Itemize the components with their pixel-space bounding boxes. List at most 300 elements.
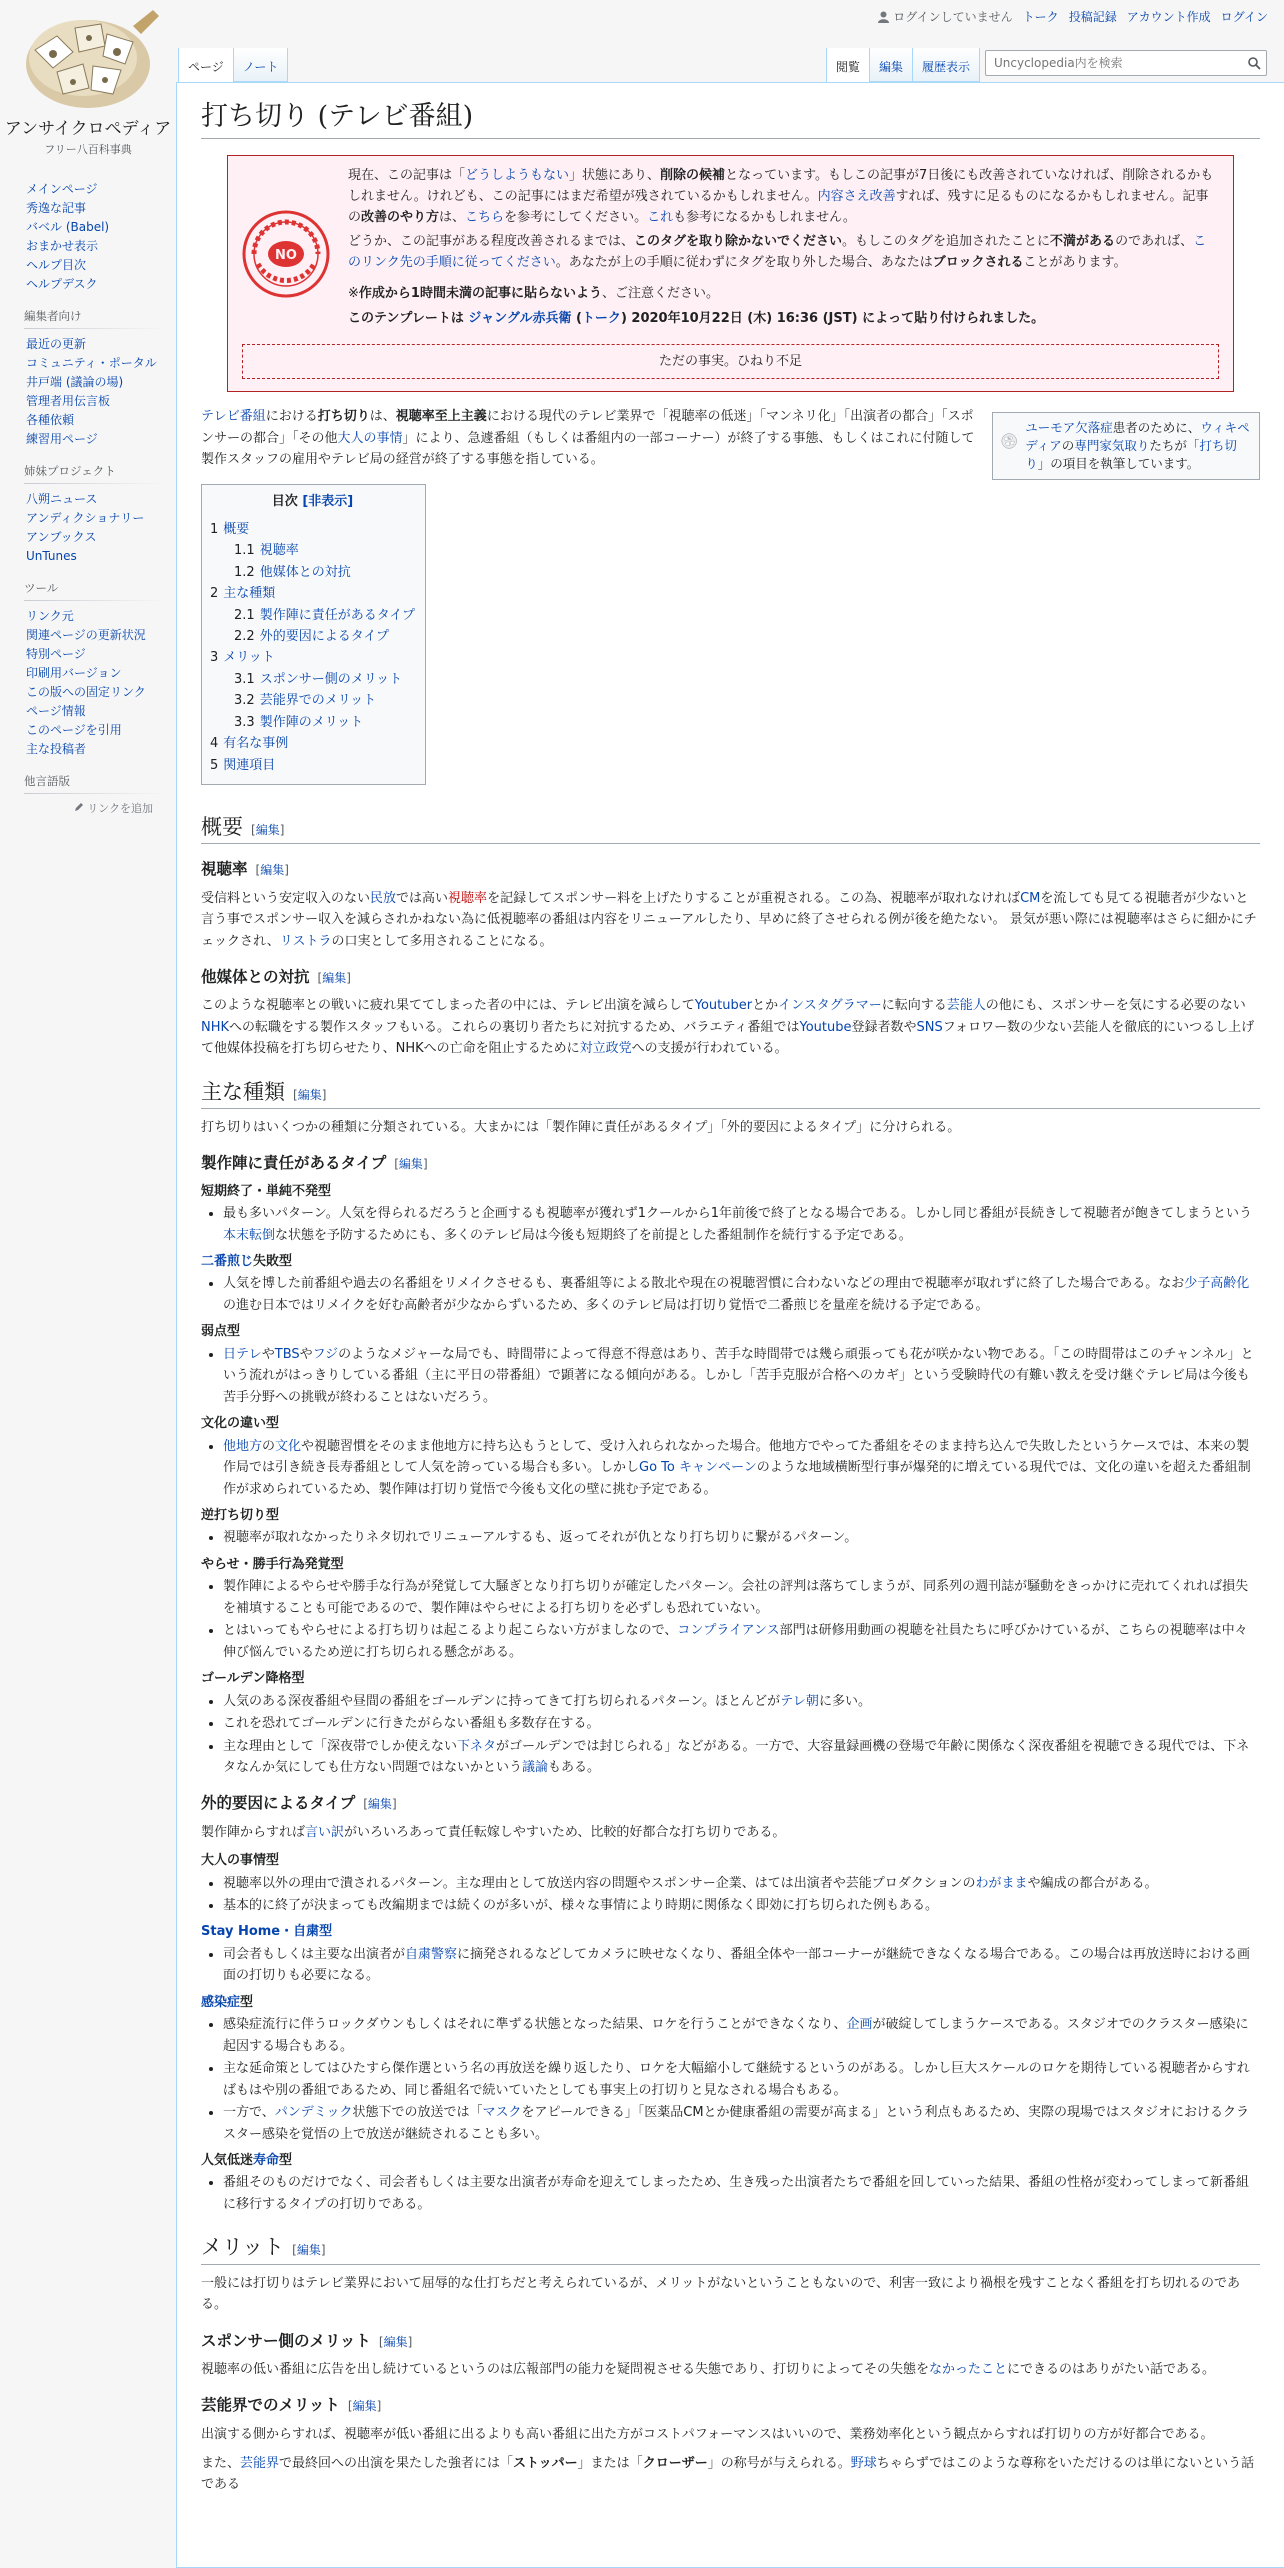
page-title: 打ち切り (テレビ番組) (201, 99, 1260, 139)
toc-num: 2.1 (234, 607, 255, 623)
text: 」または「 (577, 2455, 643, 2471)
text: の他にも、スポンサーを気にする必要のない (985, 998, 1246, 1014)
sidebar-item-help-desk[interactable]: ヘルプデスク (26, 277, 98, 291)
toc-link[interactable]: 製作陣に責任があるタイプ (259, 607, 416, 623)
sidebar-item-featured[interactable]: 秀逸な記事 (26, 201, 87, 215)
logo-wordmark: アンサイクロペディア (4, 119, 172, 139)
toc-link[interactable]: 有名な事例 (223, 736, 289, 752)
toc-num: 2 (210, 586, 219, 602)
edit-section-link[interactable]: 編集 (296, 2243, 321, 2258)
edit-section: [編集] (347, 2399, 382, 2414)
selfishness-link[interactable]: わがまま (975, 1875, 1028, 1891)
search-button[interactable] (1242, 57, 1266, 70)
search-icon (1248, 57, 1261, 70)
text: 状態下での放送では「 (352, 2105, 483, 2121)
text: の (262, 1438, 276, 1454)
sidebar-item-main-page[interactable]: メインページ (26, 182, 98, 196)
wannabe-experts-link[interactable]: 専門家気取り (1074, 438, 1150, 454)
user-icon (878, 11, 889, 23)
table-of-contents (201, 484, 426, 785)
notice-text: ことがあります。 (1023, 255, 1127, 271)
edit-section-link[interactable]: 編集 (398, 1157, 423, 1172)
view-tabs (826, 48, 980, 82)
opposition-party-link[interactable]: 対立政党 (579, 1041, 632, 1057)
toc-num: 1 (210, 521, 219, 537)
notice-text: も参考になるかもしれません。 (673, 209, 856, 225)
toc-item[interactable] (210, 647, 415, 733)
mask-link[interactable]: マスク (482, 2105, 522, 2121)
sponsor-paragraph (201, 2359, 1260, 2380)
wikipedia-article-link[interactable]: 打ち切り (1025, 438, 1237, 472)
section-heading-showbiz (201, 2394, 1260, 2417)
toc-item[interactable] (210, 733, 415, 754)
humor-deficiency-link[interactable]: ユーモア欠落症 (1025, 420, 1113, 436)
types-paragraph: 打ち切りはいくつかの種類に分類されている。大まかには「製作陣に責任があるタイプ」「外的要因によるタイプ」に分けられる。 (201, 1119, 961, 1135)
sidebar-item-untunes[interactable]: UnTunes (26, 549, 77, 563)
youtuber-link[interactable]: Youtuber (694, 998, 753, 1014)
heading-text: 他媒体との対抗 (201, 968, 310, 987)
text: における (265, 409, 318, 425)
text: で最終回への出演を果たした強者には「 (279, 2455, 514, 2471)
svg-text:NO: NO (275, 248, 297, 264)
notice-line-2 (348, 232, 1219, 274)
sidebar-item-village-pump[interactable]: 井戸端 (議論の場) (26, 375, 124, 389)
heading-text: 主な種類 (201, 1079, 285, 1104)
go-to-campaign-link[interactable]: Go To キャンペーン (639, 1460, 757, 1476)
sidebar-heading-languages: 他言語版 (24, 773, 164, 794)
list-item (223, 1736, 1260, 1779)
list-item (223, 1691, 1260, 1712)
sidebar-item-unbooks[interactable]: アンブックス (26, 530, 97, 544)
text: 受信料という安定収入のない (201, 890, 371, 906)
list-item (223, 1203, 1260, 1246)
text: を流しても見てる視聴者が少ないと言う事でスポンサー収入を減らされかねない為に低視聴率の番組は内容をリニューアルしたり、早めに終了させられる例が後を絶たない。 景気が悪い際には視聴率はさらに細かにチェックされ、 (201, 890, 1257, 949)
text: の口実として多用されることになる。 (331, 933, 553, 949)
sidebar-item-requests[interactable]: 各種依頼 (26, 413, 75, 427)
sidebar-item-page-info[interactable]: ページ情報 (26, 704, 86, 718)
hatnote-span: の (1061, 438, 1075, 454)
tab-read[interactable]: 閲覧 (826, 48, 869, 82)
excuse-link[interactable]: 言い訳 (305, 1824, 345, 1840)
notice-text: のであれば、 (1115, 234, 1194, 250)
type-heading: 逆打ち切り型 (201, 1507, 280, 1523)
edit-section-link[interactable]: 編集 (297, 1087, 322, 1102)
toc-num: 5 (210, 757, 219, 773)
text: 司会者もしくは主要な出演者が (223, 1946, 406, 1962)
notice-text: どうか、この記事がある程度改善されるまでは、 (348, 234, 635, 250)
sidebar-item-what-links-here[interactable]: リンク元 (26, 609, 74, 623)
text: への転職をする製作スタッフもいる。これらの裏切り者たちに対抗するため、バラエティ番組では (229, 1019, 800, 1035)
section-heading-merit (201, 2233, 1260, 2264)
sidebar-item-contributors[interactable]: 主な投稿者 (26, 742, 87, 756)
list-item (223, 2014, 1260, 2057)
ntv-link[interactable]: 日テレ (223, 1346, 262, 1362)
notice-text: 、ご注意ください。 (601, 286, 719, 302)
toc-link[interactable]: 視聴率 (259, 543, 299, 559)
list-item: • これを恐れてゴールデンに行きたがらない番組も多数存在する。 (223, 1713, 1260, 1734)
contributions-link[interactable]: 投稿記録 (1068, 10, 1117, 24)
this-link[interactable]: これ (647, 209, 674, 225)
type-heading (201, 1993, 1260, 2013)
text: 製作陣からすれば (201, 1824, 306, 1840)
section-heading-media (201, 966, 1260, 989)
toc-link[interactable]: 他媒体との対抗 (259, 564, 351, 580)
type-heading (201, 1922, 1260, 1942)
notice-text: すれば、残すに足るものになるかもしれません。記事の (348, 188, 1209, 225)
text: とはいってもやらせによる打ち切りは起こるより起こらない方がましなので、 (223, 1623, 678, 1639)
notice-text: となっています。もしこの記事が7日後にも改善されていなければ、削除されるかもしれません。けれども、この記事にはまだ希望が残されているかもしれません。 (348, 168, 1214, 204)
text: では高い (396, 890, 449, 906)
sidebar-item-admin-board[interactable]: 管理者用伝言板 (26, 394, 111, 408)
tab-history[interactable]: 履歴表示 (912, 48, 980, 82)
entertainer-link[interactable]: 芸能人 (946, 998, 986, 1014)
sidebar-item-unnews[interactable]: 八朔ニュース (26, 492, 98, 506)
text: は、 (369, 409, 396, 425)
text: 登録者数や (851, 1019, 917, 1035)
rehash-link[interactable]: 二番煎じ (201, 1253, 254, 1269)
sidebar-tools (25, 580, 176, 759)
tbs-link[interactable]: TBS (274, 1346, 300, 1362)
sidebar-item-cite[interactable]: このページを引用 (26, 723, 122, 737)
ratings-redlink[interactable]: 視聴率 (448, 890, 488, 906)
self-restraint-police-link[interactable]: 自粛警察 (405, 1946, 458, 1962)
toc-num: 1.1 (234, 543, 255, 559)
toc-num: 3.2 (234, 693, 255, 709)
debate-link[interactable]: 議論 (522, 1759, 549, 1775)
cm-link[interactable]: CM (1020, 890, 1041, 906)
text: 感染症流行に伴うロックダウンもしくはそれに準ずる状態となった結果、ロケを行うことができなくなり、 (223, 2017, 847, 2033)
toc-num: 3 (210, 650, 219, 666)
baseball-link[interactable]: 野球 (850, 2455, 877, 2471)
search-box (985, 50, 1267, 76)
notice-text: 現在、この記事は「 (348, 168, 466, 184)
toc-num: 4 (210, 736, 219, 752)
ratings-paragraph (201, 888, 1260, 952)
notice-text: ※ (348, 286, 359, 302)
list-item (223, 1273, 1260, 1316)
sidebar-languages (25, 773, 176, 816)
toc-item[interactable] (234, 669, 415, 690)
stay-home-link[interactable]: Stay Home・自粛型 (201, 1924, 333, 1940)
text: このような視聴率との戦いに疲れ果ててしまった者の中には、テレビ出演を減らして (201, 998, 695, 1014)
edit-section: [編集] (255, 863, 289, 878)
tab-edit[interactable]: 編集 (869, 48, 912, 82)
hatnote-span: 」の項目を執筆しています。 (1037, 456, 1200, 472)
heading-text: 型 (240, 1994, 254, 2010)
type-heading (201, 1252, 1260, 1272)
instagrammer-link[interactable]: インスタグラマー (778, 998, 882, 1014)
toc-item[interactable] (234, 605, 415, 626)
showbiz-paragraph-2 (201, 2453, 1260, 2496)
sidebar-heading-sister: 姉妹プロジェクト (24, 463, 164, 484)
text: 主な理由として「深夜帯でしか使えない (223, 1738, 458, 1754)
toc-item[interactable] (234, 540, 415, 561)
toc-link[interactable]: スポンサー側のメリット (259, 671, 403, 687)
sidebar-item-related-changes[interactable]: 関連ページの更新状況 (26, 628, 146, 642)
sns-link[interactable]: SNS (916, 1019, 943, 1035)
infectious-disease-link[interactable]: 感染症 (201, 1994, 241, 2010)
toc-item[interactable] (234, 690, 415, 711)
text: にできるのはありがたい話である。 (1007, 2361, 1216, 2377)
procedure-link[interactable]: このリンク先の手順に従ってください (348, 234, 1207, 271)
list-item (223, 1873, 1260, 1894)
here-link[interactable]: こちら (465, 209, 505, 225)
toc-item[interactable] (210, 755, 415, 776)
toc-item[interactable] (210, 583, 415, 647)
other-region-link[interactable]: 他地方 (223, 1438, 263, 1454)
bold-text: クローザー (642, 2455, 708, 2471)
adult-circumstances-link[interactable]: 大人の事情 (337, 430, 403, 446)
sidebar-item-sandbox[interactable]: 練習用ページ (26, 432, 98, 446)
hopeless-link[interactable]: どうしようもない (465, 168, 570, 184)
sidebar-item-help-contents[interactable]: ヘルプ目次 (26, 258, 87, 272)
heading-text: スポンサー側のメリット (201, 2331, 371, 2350)
toc-link[interactable]: メリット (223, 650, 275, 666)
aging-society-link[interactable]: 少子高齢化 (1184, 1276, 1250, 1292)
heading-text: 概要 (201, 815, 243, 840)
section-heading-staff (201, 1152, 1260, 1175)
toc-link[interactable]: 関連項目 (223, 757, 276, 773)
youtube-link[interactable]: Youtube (799, 1019, 852, 1035)
toc-item[interactable] (234, 626, 415, 647)
edit-section-link[interactable]: 編集 (352, 2399, 377, 2414)
not-logged-in-text: ログインしていません (893, 10, 1013, 24)
text: 視聴率の低い番組に広告を出し続けているというのは広報部門の能力を疑問視させる失態であり、打切りによってその失態を (201, 2361, 930, 2377)
putting-cart-before-horse-link[interactable]: 本末転倒 (223, 1227, 276, 1243)
heading-text: メリット (201, 2235, 285, 2260)
wikipedia-hatnote (992, 412, 1260, 480)
edit-section: [編集] (251, 823, 285, 838)
fuji-link[interactable]: フジ (312, 1346, 339, 1362)
toc-num: 3.1 (234, 671, 255, 687)
text: 人気のある深夜番組や昼間の番組をゴールデンに持ってきて打ち切られるパターン。ほとんどが (223, 1693, 781, 1709)
sidebar-item-special-pages[interactable]: 特別ページ (26, 647, 86, 661)
notice-line-3 (348, 284, 1219, 305)
tv-program-link[interactable]: テレビ番組 (201, 409, 266, 425)
notice-line-4 (348, 309, 1219, 330)
pandemic-link[interactable]: パンデミック (274, 2105, 353, 2121)
login-link[interactable]: ログイン (1220, 10, 1268, 24)
media-paragraph (201, 995, 1260, 1059)
toc-item[interactable] (210, 519, 415, 583)
search-input[interactable] (992, 55, 1242, 71)
notice-text: 。あなたが上の手順に従わずにタグを取り外した場合、あなたは (555, 255, 933, 271)
edit-section-link[interactable]: 編集 (383, 2334, 408, 2349)
add-links-button[interactable] (25, 800, 153, 816)
text: もある。 (548, 1759, 601, 1775)
edit-section: [編集] (378, 2334, 413, 2349)
toc-item[interactable] (234, 562, 415, 583)
list-item: • 視聴率が取れなかったりネタ切れでリニューアルするも、返ってそれが仇となり打ち切りに繋がるパターン。 (223, 1527, 1260, 1548)
text: 」の称号が与えられる。 (707, 2455, 851, 2471)
edit-section: [編集] (394, 1157, 428, 1172)
text: が破綻してしまうケースである。スタジオでのクラスター感染に起因する場合もある。 (223, 2017, 1249, 2054)
toc-link[interactable]: 主な種類 (223, 586, 276, 602)
heading-text: 型 (279, 2152, 293, 2168)
sidebar-heading-tools: ツール (24, 580, 164, 601)
text: の進む日本ではリメイクを好む高齢者が少なからずいるため、多くのテレビ局は打切り覚悟で二番煎じを量産を続ける予定である。 (223, 1297, 989, 1313)
text: 」により、急遽番組（もしくは番組内の一部コーナー）が終了する事態、もしくはこれに付随して製作スタッフの雇用やテレビ局の経営が終了する事態を指している。 (201, 430, 975, 467)
edit-section-link[interactable]: 編集 (322, 971, 347, 986)
nhk-link[interactable]: NHK (201, 1019, 230, 1035)
text: のようなメジャーな局でも、時間帯によって得意不得意はあり、苦手な時間帯では幾ら頑張っても花が咲かない物である。「この時間帯はこのチャンネル」という流れがはっきりしている番組（主に平日の帯番組）で顕著になる傾向がある。しかし「苦手克服が合格へのカギ」という受験時代の有難い教えを受け継ぐテレビ局は今後も苦手分野への挑戦が終わることはないだろう。 (223, 1346, 1254, 1405)
toc-link[interactable]: 芸能界でのメリット (259, 693, 377, 709)
toc-num: 2.2 (234, 629, 255, 645)
not-logged-in (878, 8, 1012, 25)
toc-num: 1.2 (234, 564, 255, 580)
wikipedia-link[interactable]: ウィキペディア (1025, 420, 1250, 454)
edit-section-link[interactable]: 編集 (260, 863, 285, 878)
notice-text: を参考にしてください。 (504, 209, 648, 225)
sidebar-nav (25, 180, 176, 294)
list-item (223, 1620, 1260, 1663)
notice-bold: 削除の候補 (660, 168, 726, 184)
notice-quote: ただの事実。ひねり不足 (242, 344, 1219, 379)
notice-text: は、 (439, 209, 466, 225)
notice-bold: 改善のやり方 (361, 209, 440, 225)
bold-text: 打ち切り (317, 409, 370, 425)
hatnote-span: たちが「 (1149, 438, 1200, 454)
wikipedia-globe-icon (1001, 419, 1017, 463)
create-account-link[interactable]: アカウント作成 (1126, 10, 1211, 24)
notice-text: ( (571, 310, 582, 326)
edit-section: [編集] (293, 1087, 327, 1102)
restructuring-link[interactable]: リストラ (279, 933, 332, 949)
sidebar-item-permalink[interactable]: この版への固定リンク (26, 685, 146, 699)
list-item: • 基本的に終了が決まっても改編期までは続くのが多いが、様々な事情により時期に関係なく即効に打ち切られた例もある。 (223, 1895, 1260, 1916)
heading-text: 視聴率 (201, 860, 248, 879)
list-item (223, 1344, 1260, 1408)
dirty-jokes-link[interactable]: 下ネタ (457, 1738, 497, 1754)
edit-section: [編集] (292, 2243, 326, 2258)
text: な状態を予防するためにも、多くのテレビ局は今後も短期終了を前提とした番組制作を続行する予定である。 (275, 1227, 912, 1243)
heading-text: 失敗型 (253, 1253, 293, 1269)
toc-link[interactable]: 製作陣のメリット (259, 714, 364, 730)
toc-link[interactable]: 概要 (223, 521, 250, 537)
list-item (223, 2102, 1260, 2145)
text: に摘発されるなどしてカメラに映せなくなり、番組全体や一部コーナーが継続できなくなる場合である。この場合は再放送時における画面の打切りも必要になる。 (223, 1946, 1251, 1984)
text: や編成の都合がある。 (1027, 1875, 1158, 1891)
text: 人気を博した前番組や過去の名番組をリメイクさせるも、裏番組等による散北や現在の視聴習慣に合わないなどの理由で視聴率が取れずに終了した場合である。なお (223, 1276, 1185, 1292)
hatnote-span: 患者のために、 (1112, 420, 1201, 436)
text: 最も多いパターン。人気を得られるだろうと企画するも視聴率が獲れず1クールから1年前後で終了となる場合である。しかし同じ番組が長続きして視聴者が飽きてしまうという (223, 1206, 1252, 1222)
text: に転向する (881, 998, 947, 1014)
text: また、 (201, 2455, 241, 2471)
type-heading: ゴールデン降格型 (201, 1671, 305, 1687)
section-heading-sponsor (201, 2330, 1260, 2353)
edit-section-link[interactable]: 編集 (255, 823, 280, 838)
showbiz-link[interactable]: 芸能界 (240, 2455, 280, 2471)
toc-title-text: 目次 (271, 494, 298, 510)
talk-link[interactable]: トーク (1022, 10, 1059, 24)
hatnote-text (1025, 419, 1251, 473)
toc-hide-toggle[interactable]: [非表示] (302, 494, 354, 510)
text: 一方で、 (223, 2105, 275, 2121)
bold-text: 視聴率至上主義 (395, 409, 487, 425)
section-heading-ratings (201, 858, 1260, 881)
tab-note[interactable]: ノート (233, 48, 289, 82)
text: 視聴率以外の理由で潰されるパターン。主な理由として放送内容の問題やスポンサー企業、はては出演者や芸能プロダクションの (223, 1875, 976, 1891)
list-item (223, 1436, 1260, 1500)
toc-title (210, 491, 415, 512)
text: への支援が行われている。 (631, 1041, 788, 1057)
text: ちゃらずではこのような尊称をいただけるのは単にないという話である (201, 2455, 1255, 2493)
text: のような地域横断型行事が爆発的に増えている現代では、文化の違いを超えた番組制作が求められているため、製作陣は打切り覚悟で今後も文化の壁に挑む予定である。 (223, 1460, 1251, 1497)
edit-section: [編集] (363, 1797, 397, 1812)
logo-tagline: フリー八百科事典 (44, 143, 132, 156)
content (176, 82, 1284, 2568)
notice-text: このテンプレートは (348, 310, 469, 326)
edit-section-link[interactable]: 編集 (367, 1797, 392, 1812)
commercial-broadcast-link[interactable]: 民放 (370, 890, 397, 906)
merit-paragraph: 一般には打切りはテレビ業界において屈辱的な仕打ちだと考えられているが、メリットがないということもないので、利害一致により禍根を残すことなく番組を打ち切れるのである。 (201, 2275, 1240, 2313)
text: フォロワー数の少ない芸能人を徹底的にいつるし上げて他媒体投稿を打ち切らせたり、NHKへの亡命を阻止するために (201, 1019, 1255, 1057)
deletion-notice (227, 155, 1234, 392)
namespace-tabs (178, 48, 288, 82)
text: をアピールできる」「医薬品CMとか健康番組の需要が高まる」という利点もあるため、実際の現場ではスタジオにおけるクラスター感染を覚悟の上で放送が継続されることも多い。 (223, 2105, 1250, 2142)
text: に多い。 (818, 1693, 871, 1709)
notice-text: 」状態にあり、 (569, 168, 661, 184)
text: や (299, 1346, 313, 1362)
text: 部門は研修用動画の視聴を社員たちに呼びかけているが、こちらの視聴率は中々伸び悩んでいるため逆に打ち切られる懸念がある。 (223, 1623, 1248, 1660)
text: や (261, 1346, 275, 1362)
personal-tools (878, 8, 1268, 25)
lifespan-link[interactable]: 寿命 (253, 2152, 280, 2168)
text: とか (752, 998, 779, 1014)
sidebar-item-undictionary[interactable]: アンディクショナリー (26, 511, 145, 525)
showbiz-paragraph-1: 出演する側からすれば、視聴率が低い番組に出るよりも高い番組に出た方がコストパフォーマンスはいいので、業務効率化という観点からすれば打切りの方が好都合である。 (201, 2426, 1214, 2442)
project-link[interactable]: 企画 (846, 2017, 873, 2033)
tagger-talk-link[interactable]: トーク (581, 310, 621, 326)
sidebar-heading-editors: 編集者向け (24, 308, 164, 329)
sidebar-item-recent-changes[interactable]: 最近の更新 (26, 337, 87, 351)
add-links-label: リンクを追加 (87, 802, 153, 815)
pencil-icon (74, 802, 84, 812)
toc-num: 3.3 (234, 714, 255, 730)
type-heading: 弱点型 (201, 1324, 241, 1340)
text: がゴールデンでは封じられる」などがある。一方で、大容量録画機の登場で年齢に関係なく深夜番組を視聴できる現代では、下ネタなんか気にしても仕方ない問題ではないかという (223, 1738, 1250, 1775)
toc-link[interactable]: 外的要因によるタイプ (259, 629, 390, 645)
list-item: • 番組そのものだけでなく、司会者もしくは主要な出演者が寿命を迎えてしまったため、生き残った出演者たちで番組を回していった結果、番組の性格が変わってしまって新番組に移行するタイプの打切りである。 (223, 2172, 1260, 2215)
culture-link[interactable]: 文化 (275, 1438, 302, 1454)
compliance-link[interactable]: コンプライアンス (677, 1623, 780, 1639)
type-heading (201, 2151, 1260, 2171)
type-heading: 短期終了・単純不発型 (201, 1183, 332, 1199)
tab-page[interactable]: ページ (178, 48, 233, 82)
external-paragraph (201, 1822, 1260, 1843)
sidebar-item-printable[interactable]: 印刷用バージョン (26, 666, 122, 680)
tv-asahi-link[interactable]: テレ朝 (780, 1693, 819, 1709)
sidebar-item-community-portal[interactable]: コミュニティ・ポータル (26, 356, 157, 370)
heading-text: 人気低迷 (201, 2152, 254, 2168)
edit-section: [編集] (317, 971, 351, 986)
sidebar-item-babel[interactable]: バベル (Babel) (26, 220, 110, 234)
sidebar-item-random[interactable]: おまかせ表示 (26, 239, 99, 253)
notice-bold: ブロックされる (932, 255, 1024, 271)
tagger-user-link[interactable]: ジャングル赤兵衛 (468, 310, 572, 326)
sidebar-sister (25, 463, 176, 566)
heading-text: 外的要因によるタイプ (201, 1794, 356, 1813)
bold-text: ストッパー (513, 2455, 578, 2471)
improve-content-link[interactable]: 内容さえ改善 (817, 188, 896, 204)
list-item (223, 1944, 1260, 1987)
type-heading: やらせ・勝手行為発覚型 (201, 1556, 344, 1572)
notice-bold: 作成から1時間未満の記事に貼らないよう (358, 286, 602, 302)
never-happened-link[interactable]: なかったこと (929, 2361, 1008, 2377)
site-logo[interactable] (0, 0, 176, 160)
type-heading: 大人の事情型 (201, 1853, 280, 1869)
toc-item[interactable] (234, 712, 415, 733)
